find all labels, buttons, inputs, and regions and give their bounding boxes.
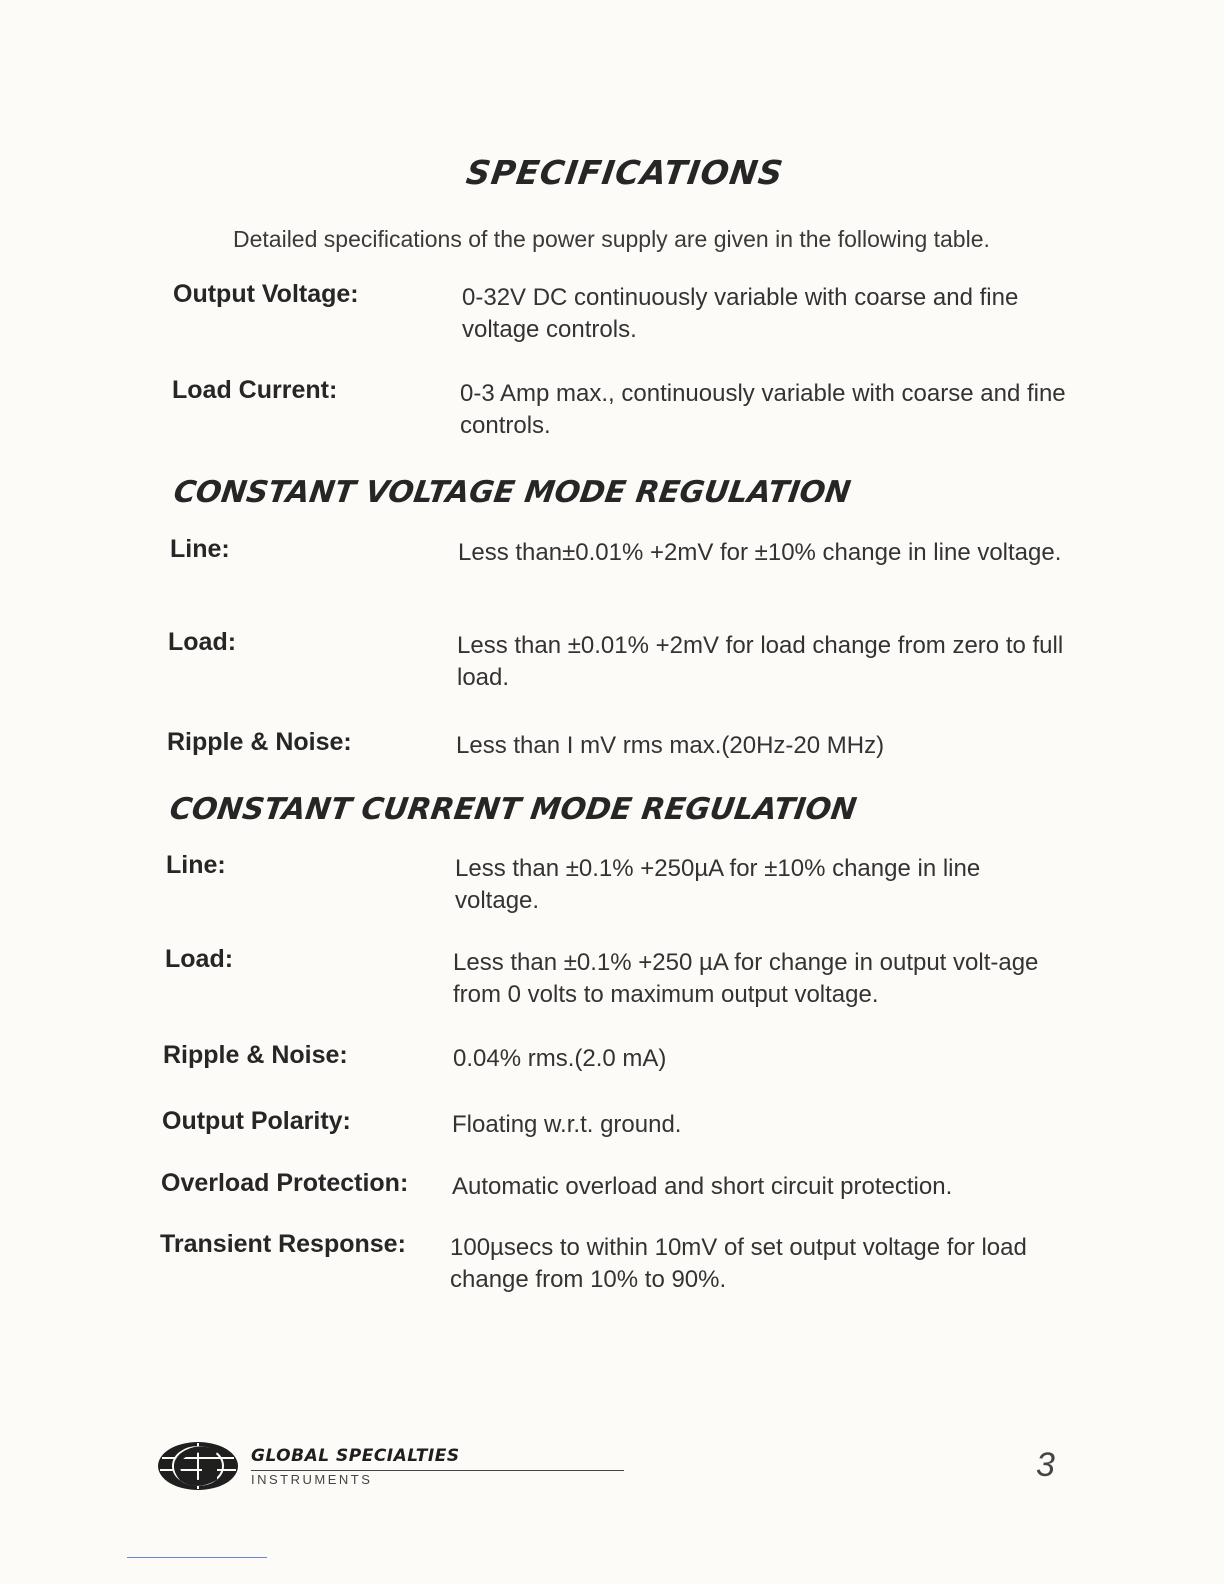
spec-label: Transient Response: xyxy=(160,1230,406,1258)
spec-label: Load: xyxy=(165,945,234,973)
spec-value: Less than±0.01% +2mV for ±10% change in line voltage. xyxy=(458,539,1062,566)
spec-label: Line: xyxy=(166,851,226,879)
spec-label: Overload Protection: xyxy=(161,1169,409,1197)
spec-value: Automatic overload and short circuit protection. xyxy=(452,1173,953,1200)
spec-label: Output Polarity: xyxy=(162,1107,351,1135)
brand-divider xyxy=(251,1470,624,1471)
spec-value: Less than ±0.1% +250 µA for change in output volt-age from 0 volts to maximum output voltage. xyxy=(453,949,1039,1008)
spec-value: 0-3 Amp max., continuously variable with coarse and fine controls. xyxy=(460,380,1066,439)
cc-section-heading: CONSTANT CURRENT MODE REGULATION xyxy=(167,792,859,827)
page-title: SPECIFICATIONS xyxy=(463,153,787,192)
footer-logo xyxy=(158,1440,638,1500)
spec-label: Ripple & Noise: xyxy=(167,728,352,756)
spec-label: Load: xyxy=(168,628,237,656)
cv-section-heading: CONSTANT VOLTAGE MODE REGULATION xyxy=(171,475,853,510)
brand-subtitle: INSTRUMENTS xyxy=(251,1472,373,1487)
spec-value: 100µsecs to within 10mV of set output voltage for load change from 10% to 90%. xyxy=(450,1234,1027,1293)
intro-text: Detailed specifications of the power supply are given in the following table. xyxy=(233,226,990,252)
brand-name: GLOBAL SPECIALTIES xyxy=(251,1446,460,1466)
spec-value: 0.04% rms.(2.0 mA) xyxy=(453,1045,667,1072)
spec-label: Ripple & Noise: xyxy=(163,1041,348,1069)
spec-value: 0-32V DC continuously variable with coarse and fine voltage controls. xyxy=(462,284,1019,343)
spec-label: Load Current: xyxy=(172,376,338,404)
spec-value: Floating w.r.t. ground. xyxy=(452,1111,682,1138)
spec-value: Less than ±0.1% +250µA for ±10% change in line voltage. xyxy=(455,855,981,914)
spec-value: Less than ±0.01% +2mV for load change from zero to full load. xyxy=(457,632,1064,691)
bottom-underline xyxy=(127,1557,267,1558)
spec-label: Line: xyxy=(170,535,230,563)
page-number: 3 xyxy=(1036,1446,1055,1484)
spec-value: Less than I mV rms max.(20Hz-20 MHz) xyxy=(456,732,885,759)
spec-label: Output Voltage: xyxy=(173,280,359,308)
globe-logo-icon xyxy=(158,1440,242,1492)
